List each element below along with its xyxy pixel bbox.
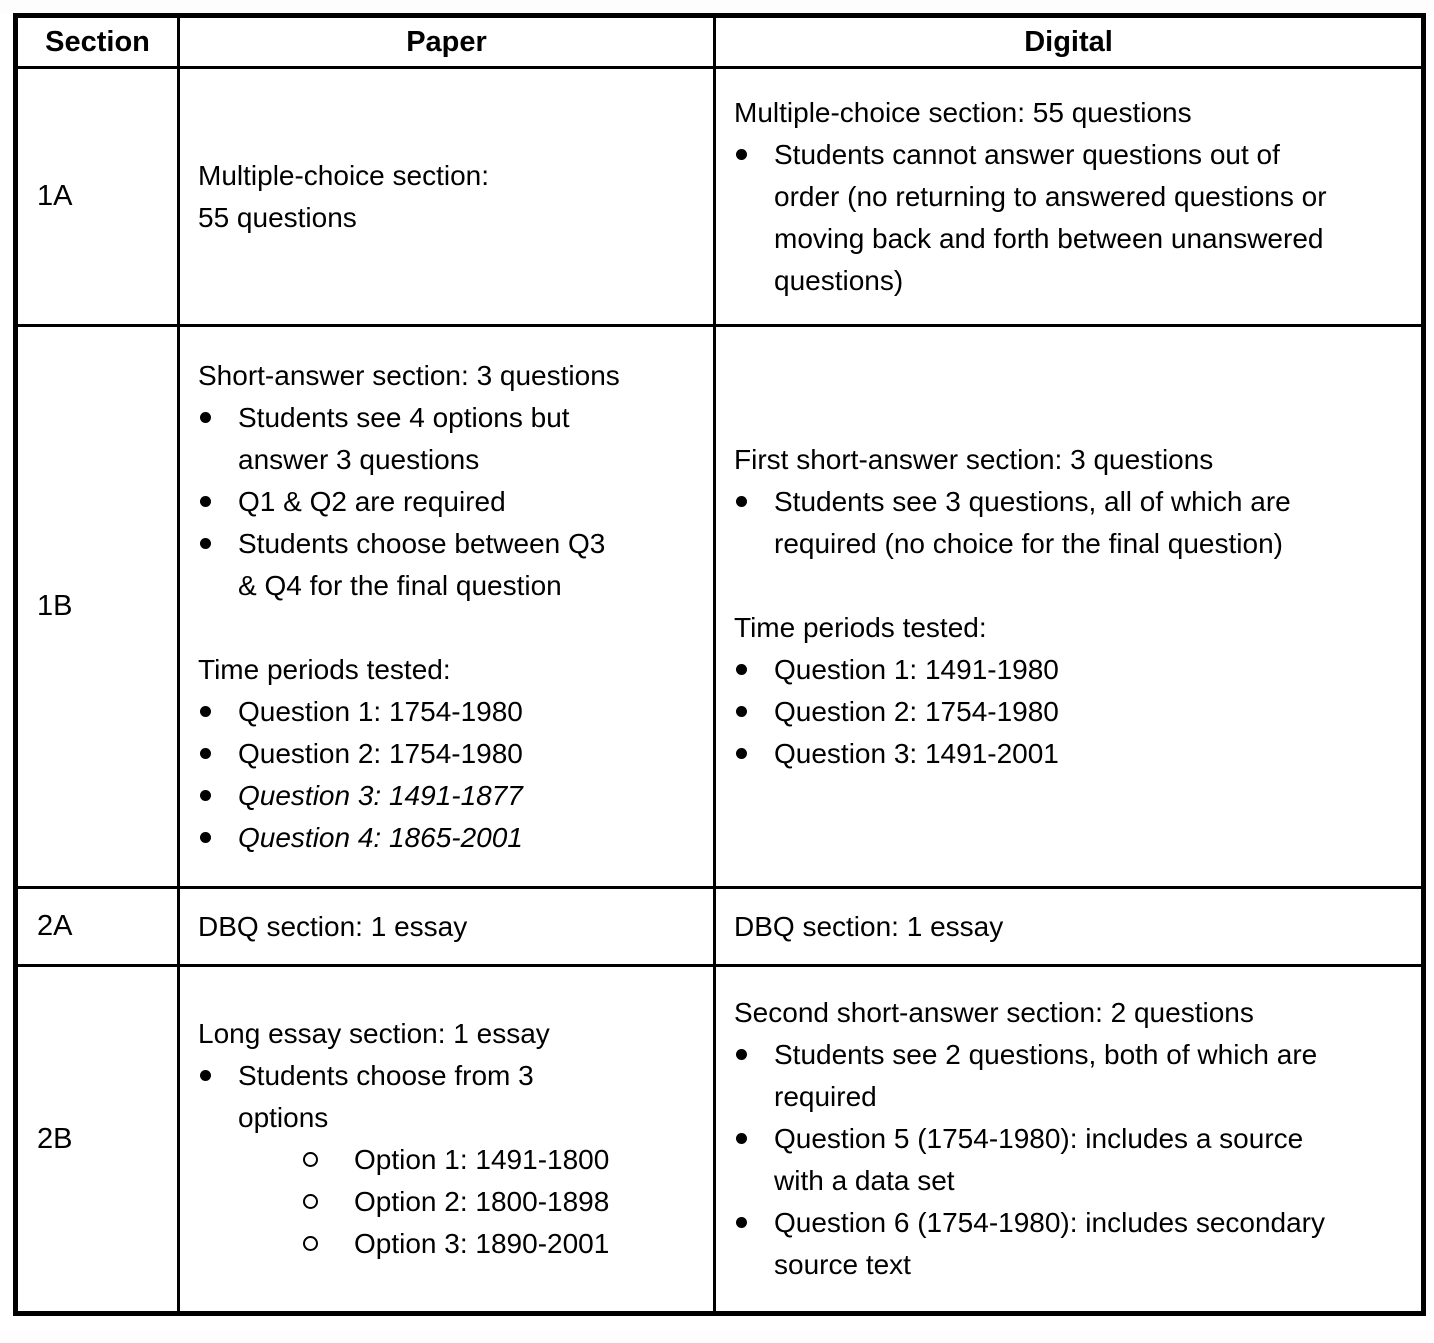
cell-text: 55 questions	[198, 201, 357, 233]
cell-text: Multiple-choice section:	[198, 159, 490, 191]
bullet-text: Students see 4 options but answer 3 questions	[238, 401, 570, 475]
bullet-item	[734, 134, 1403, 302]
bullet-item	[734, 1202, 1403, 1286]
cell-text: Long essay section: 1 essay	[198, 1018, 550, 1049]
exam-format-comparison-table	[13, 13, 1426, 1316]
bullet-item	[198, 733, 705, 775]
bullet-icon	[198, 691, 238, 733]
hollow-circle-glyph	[303, 1236, 318, 1251]
bullet-icon	[198, 1055, 238, 1097]
bullet-icon	[734, 733, 774, 775]
digital-cell-1B	[715, 326, 1424, 888]
filled-dot-glyph	[200, 748, 211, 759]
cell-text: Multiple-choice section: 55 questions	[734, 96, 1192, 128]
bullet-icon	[734, 481, 774, 523]
column-header-digital: Digital	[715, 16, 1424, 68]
filled-dot-glyph	[200, 496, 211, 507]
bullet-text: Students choose from 3 options	[238, 1060, 534, 1133]
bullet-text: Question 3: 1491-2001	[774, 737, 1059, 769]
table-row-2B	[16, 966, 1424, 1314]
bullet-text: Question 2: 1754-1980	[238, 737, 523, 769]
bullet-icon	[198, 397, 238, 439]
bullet-text: Students see 3 questions, all of which are required (no choice for the final question)	[774, 485, 1291, 559]
bullet-icon	[734, 1118, 774, 1160]
bullet-icon	[734, 134, 774, 176]
cell-text: DBQ section: 1 essay	[198, 910, 468, 942]
cell-text: DBQ section: 1 essay	[734, 910, 1004, 942]
filled-dot-glyph	[736, 1217, 747, 1228]
cell-text: Time periods tested:	[734, 611, 987, 643]
bullet-item	[734, 649, 1403, 691]
cell-text: First short-answer section: 3 questions	[734, 443, 1214, 475]
hollow-circle-glyph	[303, 1194, 318, 1209]
sub-bullet-item	[298, 1223, 705, 1265]
bullet-icon	[734, 1202, 774, 1244]
bullet-icon	[734, 649, 774, 691]
cell-text: Short-answer section: 3 questions	[198, 359, 620, 391]
digital-cell-2B	[715, 966, 1424, 1314]
sub-bullet-item	[298, 1181, 705, 1223]
filled-dot-glyph	[736, 1133, 747, 1144]
bullet-item	[198, 817, 705, 859]
bullet-item	[198, 691, 705, 733]
filled-dot-glyph	[200, 790, 211, 801]
section-label-2A: 2A	[16, 888, 179, 966]
paper-cell-1A	[179, 68, 715, 326]
bullet-text: Option 2: 1800-1898	[354, 1186, 610, 1217]
bullet-item	[198, 397, 705, 481]
bullet-item	[198, 775, 705, 817]
bullet-item	[198, 481, 705, 523]
bullet-text: Students cannot answer questions out of order (no returning to answered questions or moving back and forth between unanswered questions)	[774, 138, 1327, 296]
paper-cell-2A	[179, 888, 715, 966]
filled-dot-glyph	[736, 706, 747, 717]
filled-dot-glyph	[736, 1049, 747, 1060]
bullet-icon	[734, 691, 774, 733]
filled-dot-glyph	[736, 496, 747, 507]
bullet-icon	[198, 733, 238, 775]
bullet-item	[734, 481, 1403, 565]
sub-bullet-item	[298, 1139, 705, 1181]
column-header-paper: Paper	[179, 16, 715, 68]
blank-line	[734, 565, 1403, 607]
section-label-1A: 1A	[16, 68, 179, 326]
bullet-item	[198, 1055, 705, 1139]
digital-cell-2A	[715, 888, 1424, 966]
bullet-icon	[734, 1034, 774, 1076]
bullet-item	[734, 733, 1403, 775]
bullet-text: Question 2: 1754-1980	[774, 695, 1059, 727]
bullet-icon	[198, 481, 238, 523]
bullet-text: Question 5 (1754-1980): includes a source with a data set	[774, 1123, 1304, 1196]
table-header	[16, 16, 1424, 68]
blank-line	[198, 607, 705, 649]
bullet-icon	[198, 817, 238, 859]
circle-bullet-icon	[298, 1181, 354, 1223]
table-row-1B	[16, 326, 1424, 888]
section-label-2B: 2B	[16, 966, 179, 1314]
hollow-circle-glyph	[303, 1152, 318, 1167]
bullet-icon	[198, 775, 238, 817]
filled-dot-glyph	[200, 832, 211, 843]
document-page	[0, 13, 1434, 1331]
paper-cell-2B	[179, 966, 715, 1314]
filled-dot-glyph	[736, 149, 747, 160]
column-header-section: Section	[16, 16, 179, 68]
filled-dot-glyph	[736, 748, 747, 759]
circle-bullet-icon	[298, 1139, 354, 1181]
bullet-text: Question 6 (1754-1980): includes secondary source text	[774, 1207, 1326, 1280]
bullet-text: Question 3: 1491-1877	[238, 779, 523, 811]
bullet-text: Question 1: 1491-1980	[774, 653, 1059, 685]
bullet-text: Option 3: 1890-2001	[354, 1228, 610, 1259]
bullet-item	[198, 523, 705, 607]
filled-dot-glyph	[200, 538, 211, 549]
header-row	[16, 16, 1424, 68]
cell-text: Second short-answer section: 2 questions	[734, 997, 1254, 1028]
bullet-text: Students see 2 questions, both of which are required	[774, 1039, 1318, 1112]
cell-text: Time periods tested:	[198, 653, 451, 685]
filled-dot-glyph	[200, 412, 211, 423]
bullet-icon	[198, 523, 238, 565]
filled-dot-glyph	[200, 706, 211, 717]
bullet-text: Students choose between Q3 & Q4 for the final question	[238, 527, 606, 601]
bullet-item	[734, 691, 1403, 733]
table-row-1A	[16, 68, 1424, 326]
bullet-item	[734, 1034, 1403, 1118]
bullet-text: Q1 & Q2 are required	[238, 485, 506, 517]
filled-dot-glyph	[200, 1070, 211, 1081]
digital-cell-1A	[715, 68, 1424, 326]
circle-bullet-icon	[298, 1223, 354, 1265]
bullet-item	[734, 1118, 1403, 1202]
bullet-text: Question 1: 1754-1980	[238, 695, 523, 727]
section-label-1B: 1B	[16, 326, 179, 888]
bullet-text: Option 1: 1491-1800	[354, 1144, 610, 1175]
table-body	[16, 68, 1424, 1314]
paper-cell-1B	[179, 326, 715, 888]
filled-dot-glyph	[736, 664, 747, 675]
bullet-text: Question 4: 1865-2001	[238, 821, 523, 853]
table-row-2A	[16, 888, 1424, 966]
